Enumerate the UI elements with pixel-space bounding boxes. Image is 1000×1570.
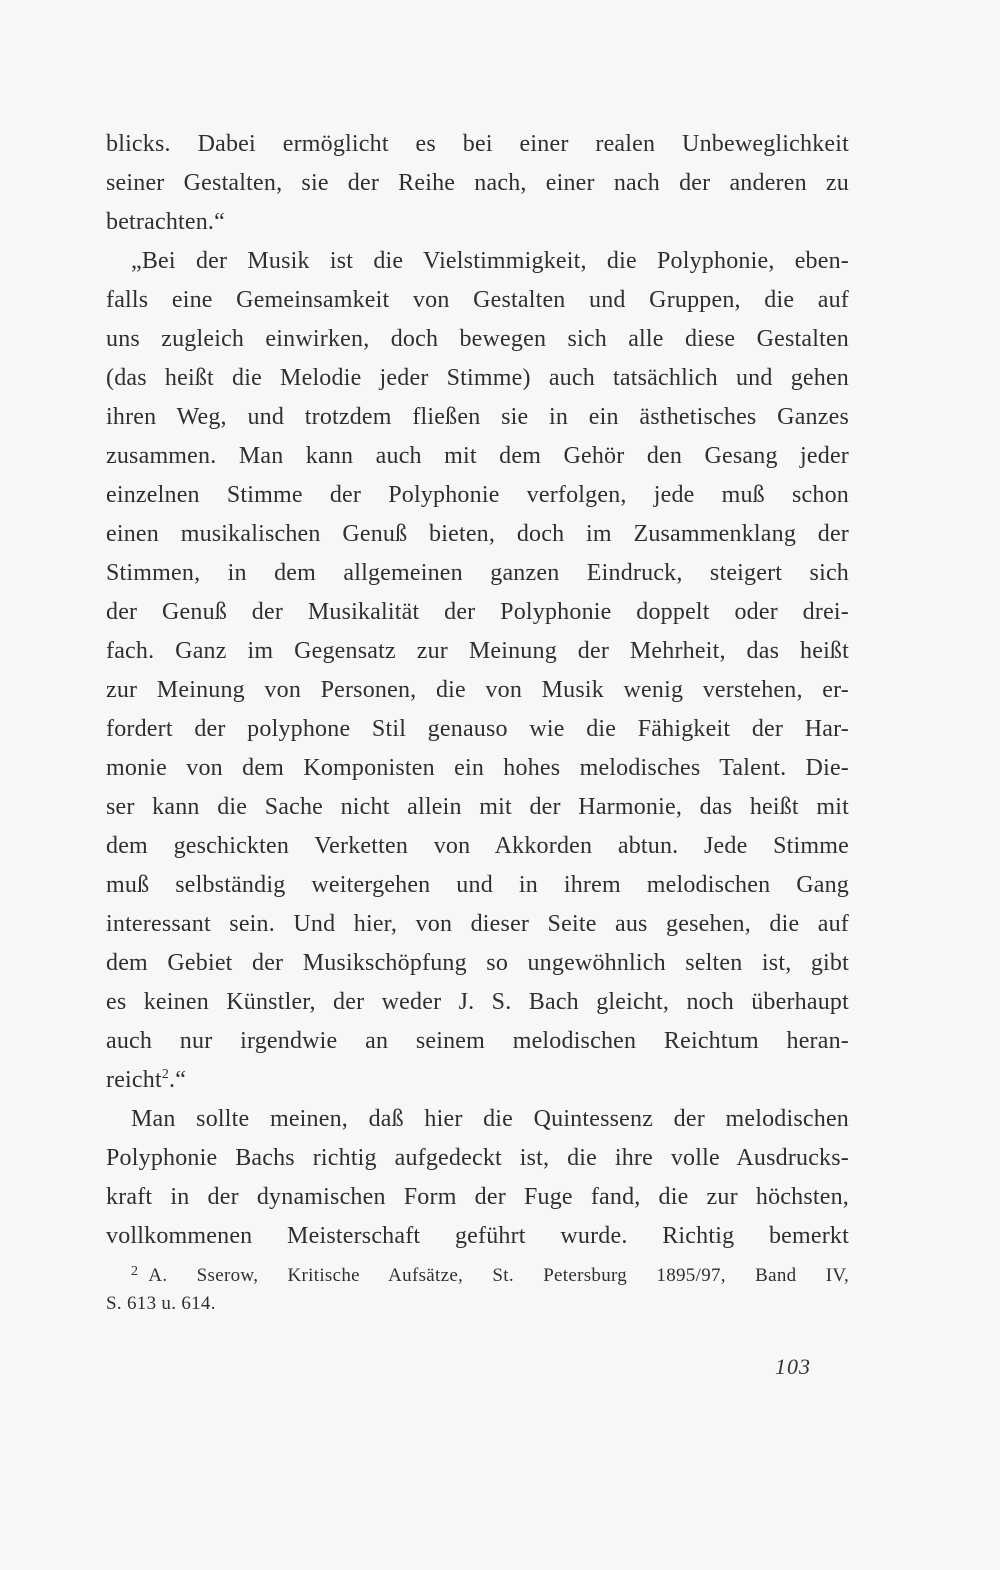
text-line: betrachten.“: [106, 209, 225, 235]
text-line: auch nur irgendwie an seinem melodischen Reichtum heran-: [106, 1028, 849, 1054]
text-line: fordert der polyphone Stil genauso wie die Fähigkeit der Har-: [106, 716, 849, 742]
footnote-text: A. Sserow, Kritische Aufsätze, St. Petersburg 1895/97, Band IV,: [148, 1265, 849, 1286]
text-line-with-footnote-ref: [106, 1061, 186, 1099]
text-line: zusammen. Man kann auch mit dem Gehör den Gesang jeder: [106, 443, 849, 469]
footnote: [131, 1256, 849, 1292]
text-line: kraft in der dynamischen Form der Fuge fand, die zur höchsten,: [106, 1184, 849, 1210]
text-line: der Genuß der Musikalität der Polyphonie doppelt oder drei-: [106, 599, 849, 625]
text-line: interessant sein. Und hier, von dieser Seite aus gesehen, die auf: [106, 911, 849, 937]
text-line: dem geschickten Verketten von Akkorden abtun. Jede Stimme: [106, 833, 849, 859]
text-line: Man sollte meinen, daß hier die Quintessenz der melodischen: [131, 1106, 849, 1132]
text-line: dem Gebiet der Musikschöpfung so ungewöhnlich selten ist, gibt: [106, 950, 849, 976]
text-line: „Bei der Musik ist die Vielstimmigkeit, die Polyphonie, eben-: [131, 248, 849, 274]
text-line: falls eine Gemeinsamkeit von Gestalten und Gruppen, die auf: [106, 287, 849, 313]
text-line: uns zugleich einwirken, doch bewegen sich alle diese Gestalten: [106, 326, 849, 352]
text-line: Polyphonie Bachs richtig aufgedeckt ist, die ihre volle Ausdrucks-: [106, 1145, 849, 1171]
text-line: einen musikalischen Genuß bieten, doch im Zusammenklang der: [106, 521, 849, 547]
text-fragment: reicht: [106, 1067, 162, 1093]
text-line: zur Meinung von Personen, die von Musik wenig verstehen, er-: [106, 677, 849, 703]
footnote-marker: 2: [131, 1264, 139, 1279]
text-line: ser kann die Sache nicht allein mit der Harmonie, das heißt mit: [106, 794, 849, 820]
text-line: blicks. Dabei ermöglicht es bei einer realen Unbeweglichkeit: [106, 131, 849, 157]
text-line: muß selbständig weitergehen und in ihrem melodischen Gang: [106, 872, 849, 898]
text-line: seiner Gestalten, sie der Reihe nach, einer nach der anderen zu: [106, 170, 849, 196]
text-line: ihren Weg, und trotzdem fließen sie in ein ästhetisches Ganzes: [106, 404, 849, 430]
text-line: es keinen Künstler, der weder J. S. Bach gleicht, noch überhaupt: [106, 989, 849, 1015]
text-line: (das heißt die Melodie jeder Stimme) auch tatsächlich und gehen: [106, 365, 849, 391]
text-line: Stimmen, in dem allgemeinen ganzen Eindruck, steigert sich: [106, 560, 849, 586]
text-line: einzelnen Stimme der Polyphonie verfolgen, jede muß schon: [106, 482, 849, 508]
footnote-continuation: S. 613 u. 614.: [106, 1293, 216, 1314]
page-number: 103: [775, 1354, 811, 1379]
text-line: monie von dem Komponisten ein hohes melodisches Talent. Die-: [106, 755, 849, 781]
text-line: vollkommenen Meisterschaft geführt wurde. Richtig bemerkt: [106, 1223, 849, 1249]
quote-close: .“: [169, 1067, 187, 1093]
footnote-reference[interactable]: 2: [161, 1067, 170, 1082]
text-line: fach. Ganz im Gegensatz zur Meinung der Mehrheit, das heißt: [106, 638, 849, 664]
